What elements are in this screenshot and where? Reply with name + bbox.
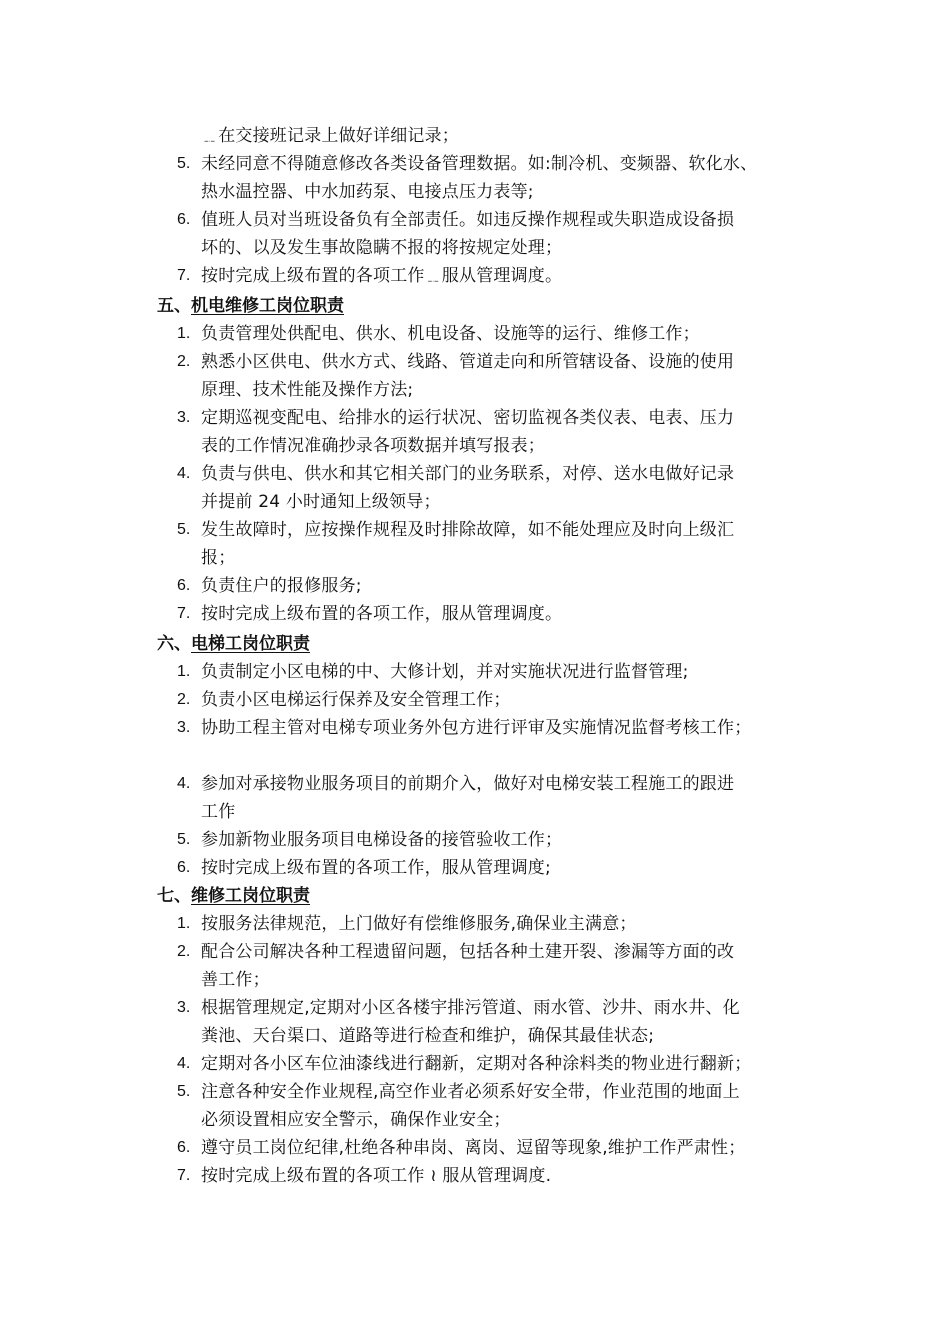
list-item-line: 参加新物业服务项目电梯设备的接管验收工作； xyxy=(201,830,563,850)
list-item-line: 参加对承接物业服务项目的前期介入，做好对电梯安装工程施工的跟进 xyxy=(201,774,735,794)
list-number: 7. xyxy=(177,267,191,284)
list-item-line: 原理、技术性能及操作方法; xyxy=(201,380,414,400)
list-number: 1. xyxy=(177,663,191,680)
list-item-line: 热水温控器、中水加药泵、电接点压力表等; xyxy=(201,182,534,202)
list-number: 4. xyxy=(177,1055,191,1072)
list-item-line: 坏的、以及发生事故隐瞒不报的将按规定处理； xyxy=(201,238,563,258)
list-number: 2. xyxy=(177,691,191,708)
list-number: 2. xyxy=(177,353,191,370)
list-item-line: 负责小区电梯运行保养及安全管理工作； xyxy=(201,690,511,710)
list-number: 3. xyxy=(177,409,191,426)
list-item-line: 定期对各小区车位油漆线进行翻新，定期对各种涂料类的物业进行翻新； xyxy=(201,1054,752,1074)
list-number: 6. xyxy=(177,1139,191,1156)
list-item-line: 善工作； xyxy=(201,970,270,990)
section-title: 电梯工岗位职责 xyxy=(191,634,310,654)
list-number: 1. xyxy=(177,915,191,932)
section-heading xyxy=(157,882,310,910)
list-item-line: 负责制定小区电梯的中、大修计划，并对实施状况进行监督管理; xyxy=(201,662,689,682)
list-number: 6. xyxy=(177,211,191,228)
list-item-line: 负责住户的报修服务; xyxy=(201,576,362,596)
list-number: 5. xyxy=(177,155,191,172)
list-number: 2. xyxy=(177,943,191,960)
section-heading xyxy=(157,630,310,658)
list-item-line: 注意各种安全作业规程,高空作业者必须系好安全带，作业范围的地面上 xyxy=(201,1082,740,1102)
list-item-line: 值班人员对当班设备负有全部责任。如违反操作规程或失职造成设备损 xyxy=(201,210,735,230)
section-heading xyxy=(157,292,344,320)
list-item-line: 按时完成上级布置的各项工作，服从管理调度。 xyxy=(201,604,563,624)
continued-line: ﹎在交接班记录上做好详细记录； xyxy=(201,126,459,146)
section-prefix: 五、 xyxy=(157,296,191,316)
list-item-line: 表的工作情况准确抄录各项数据并填写报表； xyxy=(201,436,545,456)
list-number: 5. xyxy=(177,831,191,848)
section-prefix: 六、 xyxy=(157,634,191,654)
list-number: 7. xyxy=(177,605,191,622)
list-item-line: 定期巡视变配电、给排水的运行状况、密切监视各类仪表、电表、压力 xyxy=(201,408,735,428)
section-prefix: 七、 xyxy=(157,886,191,906)
section-title: 机电维修工岗位职责 xyxy=(191,296,344,316)
list-item-line: 报； xyxy=(201,548,236,568)
section-title: 维修工岗位职责 xyxy=(191,886,310,906)
list-number: 6. xyxy=(177,577,191,594)
list-item-line: 熟悉小区供电、供水方式、线路、管道走向和所管辖设备、设施的使用 xyxy=(201,352,735,372)
list-item-line: 按时完成上级布置的各项工作﹎服从管理调度。 xyxy=(201,266,563,286)
list-number: 4. xyxy=(177,465,191,482)
list-item-line: 工作 xyxy=(201,802,236,822)
list-number: 3. xyxy=(177,999,191,1016)
list-item-line: 按时完成上级布置的各项工作 ≀ 服从管理调度. xyxy=(201,1166,552,1186)
list-number: 4. xyxy=(177,775,191,792)
list-item-line: 发生故障时，应按操作规程及时排除故障，如不能处理应及时向上级汇 xyxy=(201,520,735,540)
list-item-line: 配合公司解决各种工程遗留问题，包括各种土建开裂、渗漏等方面的改 xyxy=(201,942,735,962)
list-number: 5. xyxy=(177,1083,191,1100)
list-item-line: 负责管理处供配电、供水、机电设备、设施等的运行、维修工作； xyxy=(201,324,700,344)
list-item-line: 按时完成上级布置的各项工作，服从管理调度; xyxy=(201,858,551,878)
list-item-line: 必须设置相应安全警示，确保作业安全； xyxy=(201,1110,511,1130)
list-number: 6. xyxy=(177,859,191,876)
list-item-line: 负责与供电、供水和其它相关部门的业务联系，对停、送水电做好记录 xyxy=(201,464,735,484)
list-number: 5. xyxy=(177,521,191,538)
list-item-line: 协助工程主管对电梯专项业务外包方进行评审及实施情况监督考核工作； xyxy=(201,718,752,738)
list-number: 1. xyxy=(177,325,191,342)
list-item-line: 根据管理规定,定期对小区各楼宇排污管道、雨水管、沙井、雨水井、化 xyxy=(201,998,740,1018)
list-item-line: 并提前 24 小时通知上级领导； xyxy=(201,492,441,512)
list-item-line: 未经同意不得随意修改各类设备管理数据。如:制冷机、变频器、软化水、 xyxy=(201,154,758,174)
list-number: 7. xyxy=(177,1167,191,1184)
list-item-line: 按服务法律规范，上门做好有偿维修服务,确保业主满意； xyxy=(201,914,637,934)
list-number: 3. xyxy=(177,719,191,736)
list-item-line: 粪池、天台渠口、道路等进行检查和维护，确保其最佳状态; xyxy=(201,1026,655,1046)
list-item-line: 遵守员工岗位纪律,杜绝各种串岗、离岗、逗留等现象,维护工作严肃性； xyxy=(201,1138,746,1158)
